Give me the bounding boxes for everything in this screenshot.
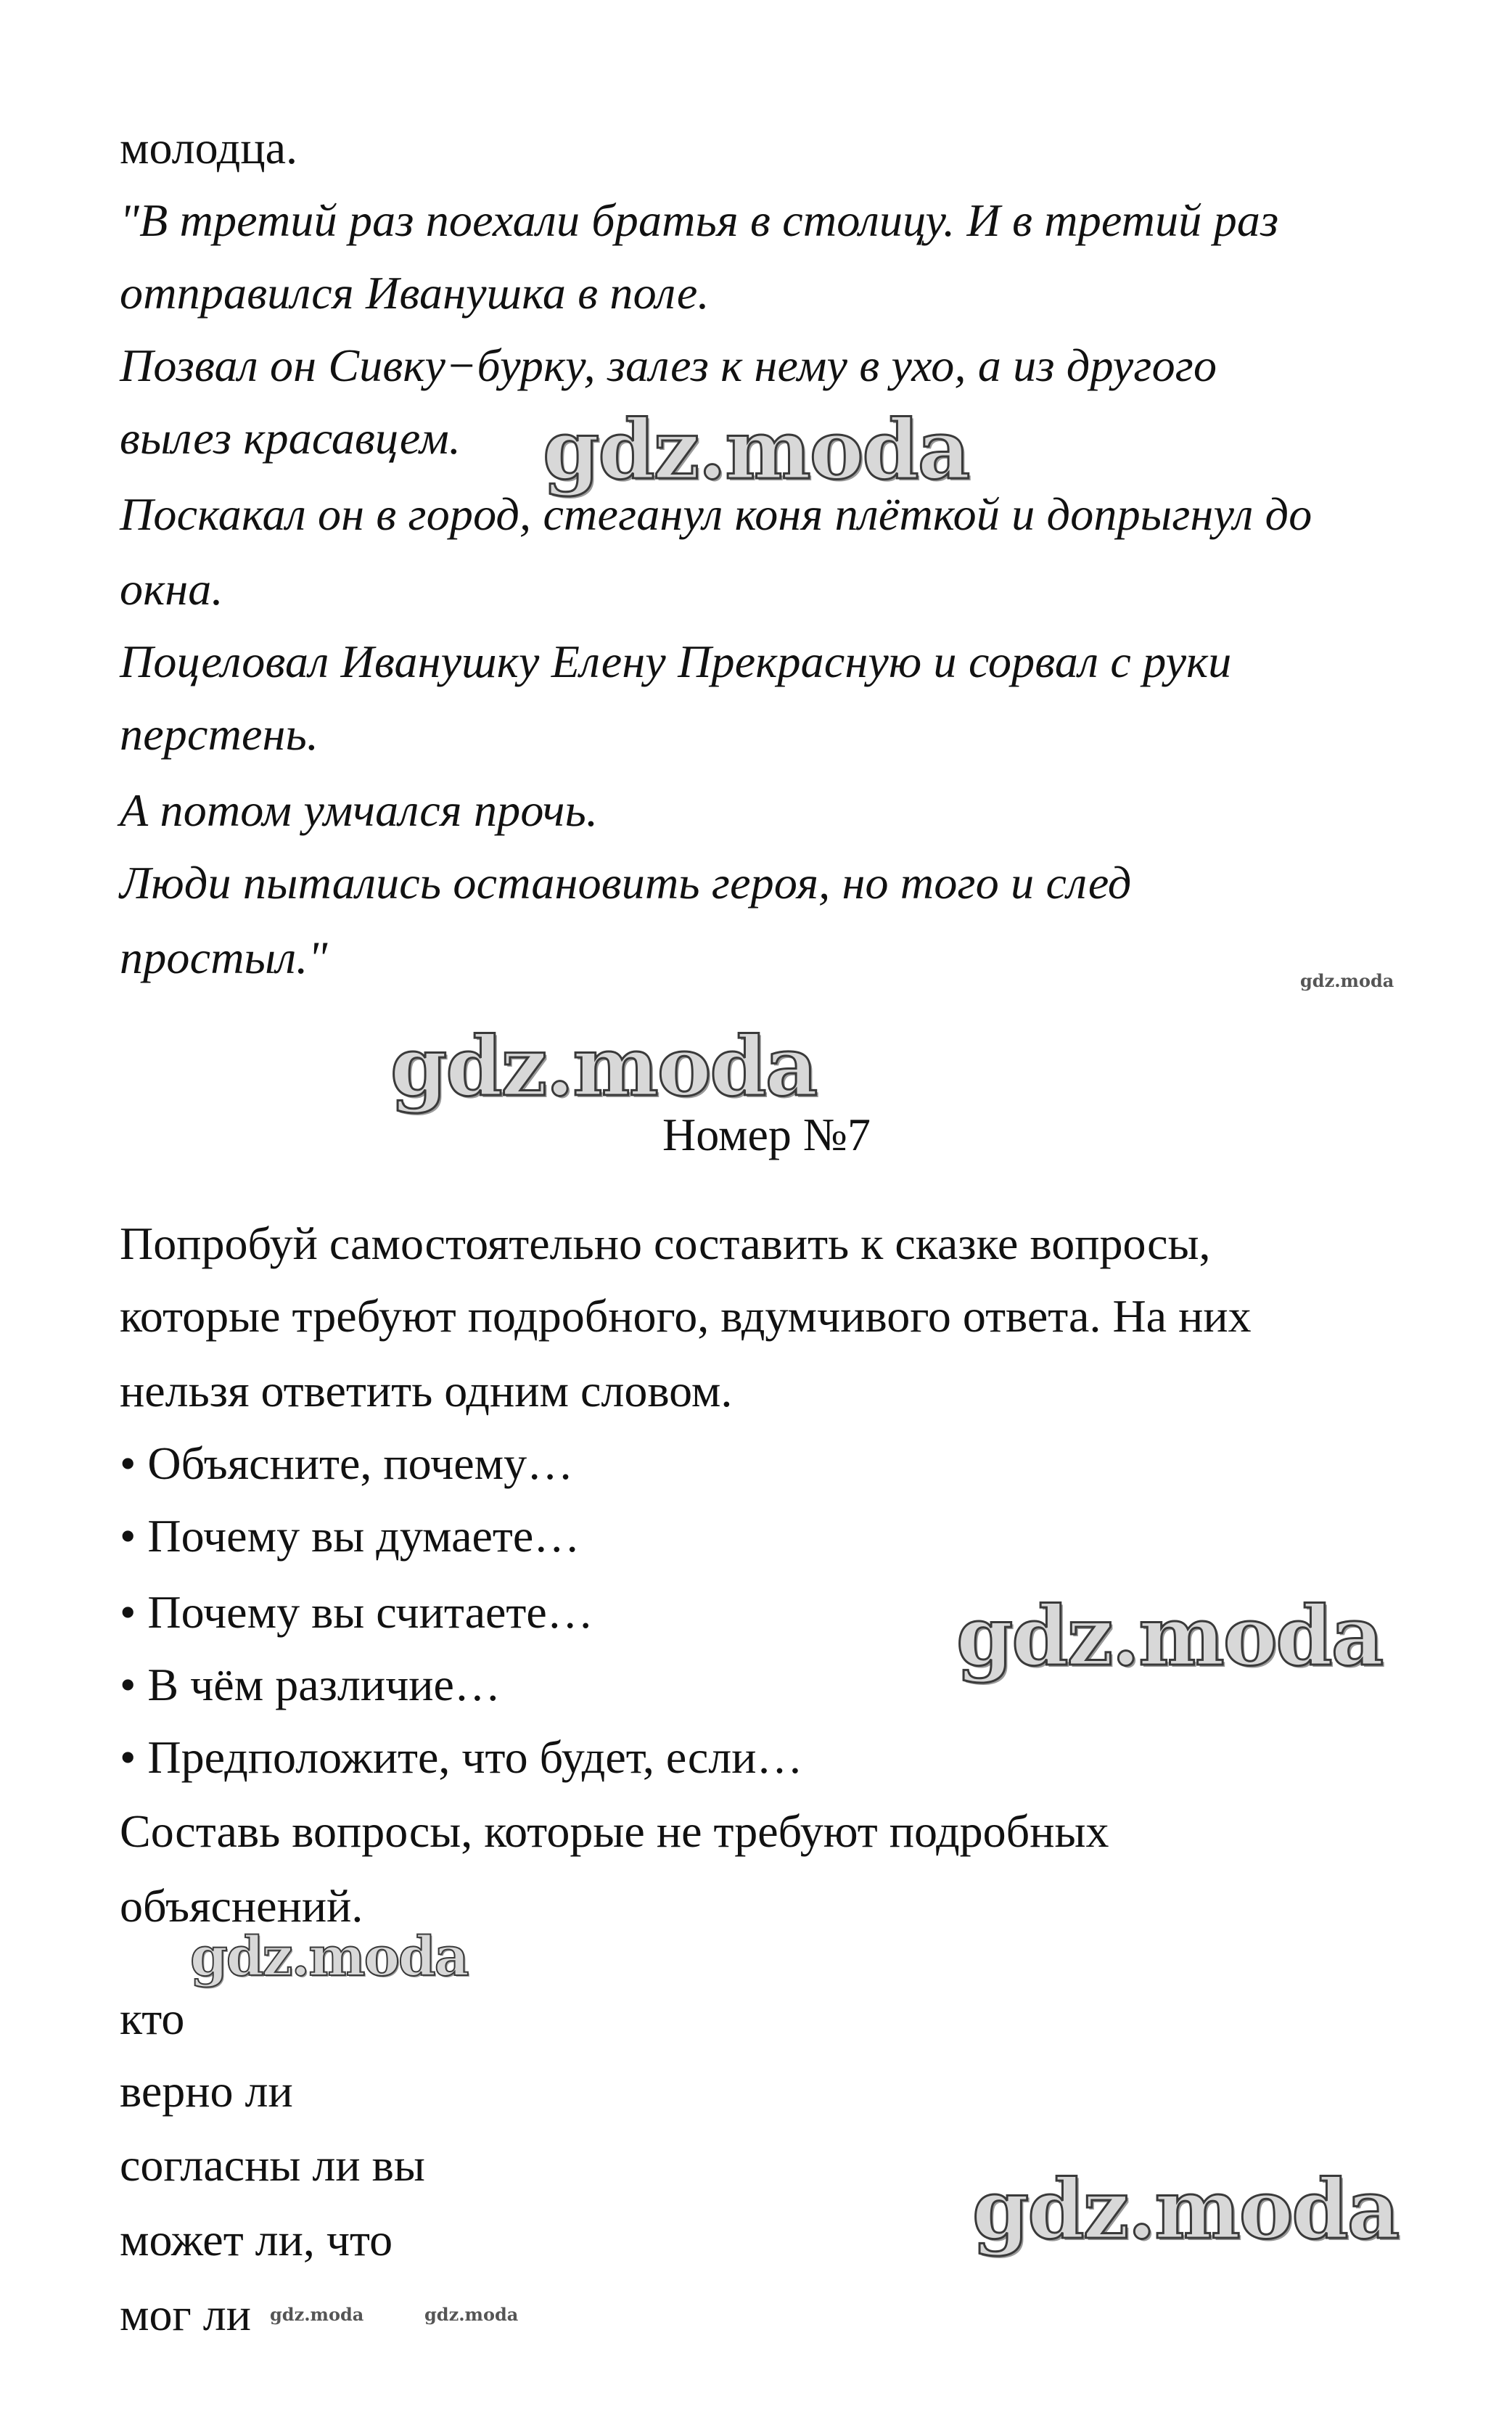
watermark-small: gdz.moda [270, 2304, 364, 2325]
story-line: "В третий раз поехали братья в столицу. И в третий раз [120, 194, 1279, 246]
story-line: Позвал он Сивку−бурку, залез к нему в ухо, а из другого [120, 340, 1217, 391]
bullet-item: • Почему вы думаете… [120, 1510, 580, 1562]
bullet-item: • Предположите, что будет, если… [120, 1731, 803, 1783]
answer-item: может ли, что [120, 2214, 393, 2265]
bullet-item: • Объясните, почему… [120, 1437, 574, 1489]
section-heading: Номер №7 [662, 1109, 871, 1160]
story-line: Поскакал он в город, стеганул коня плёткой и допрыгнул до [120, 488, 1312, 540]
watermark-logo: gdz.moda [390, 1020, 817, 1115]
watermark-small: gdz.moda [1300, 970, 1394, 991]
story-line: вылез красавцем. [120, 412, 461, 464]
story-line: молодца. [120, 122, 297, 173]
task-line: объяснений. [120, 1880, 363, 1932]
story-line: А потом умчался прочь. [120, 784, 599, 836]
story-line: отправился Иванушка в поле. [120, 267, 710, 319]
watermark-logo: gdz.moda [972, 2162, 1399, 2257]
answer-item: кто [120, 1993, 185, 2044]
answer-item: верно ли [120, 2065, 293, 2117]
story-line: Поцеловал Иванушку Елену Прекрасную и сорвал с руки [120, 636, 1232, 687]
watermark-logo: gdz.moda [543, 403, 969, 498]
watermark-logo: gdz.moda [190, 1926, 468, 1988]
task-line: нельзя ответить одним словом. [120, 1365, 733, 1416]
answer-item: мог ли [120, 2289, 251, 2340]
bullet-item: • Почему вы считаете… [120, 1586, 593, 1638]
answer-item: согласны ли вы [120, 2139, 425, 2191]
story-line: Люди пытались остановить героя, но того и след [120, 857, 1132, 908]
story-line: окна. [120, 563, 223, 615]
story-line: простыл." [120, 932, 328, 983]
story-line: перстень. [120, 708, 319, 760]
task-line: которые требуют подробного, вдумчивого ответа. На них [120, 1290, 1252, 1342]
watermark-small: gdz.moda [424, 2304, 519, 2325]
task-line: Попробуй самостоятельно составить к сказке вопросы, [120, 1218, 1211, 1269]
task-line: Составь вопросы, которые не требуют подробных [120, 1805, 1109, 1857]
watermark-logo: gdz.moda [956, 1589, 1383, 1684]
bullet-item: • В чём различие… [120, 1659, 501, 1710]
